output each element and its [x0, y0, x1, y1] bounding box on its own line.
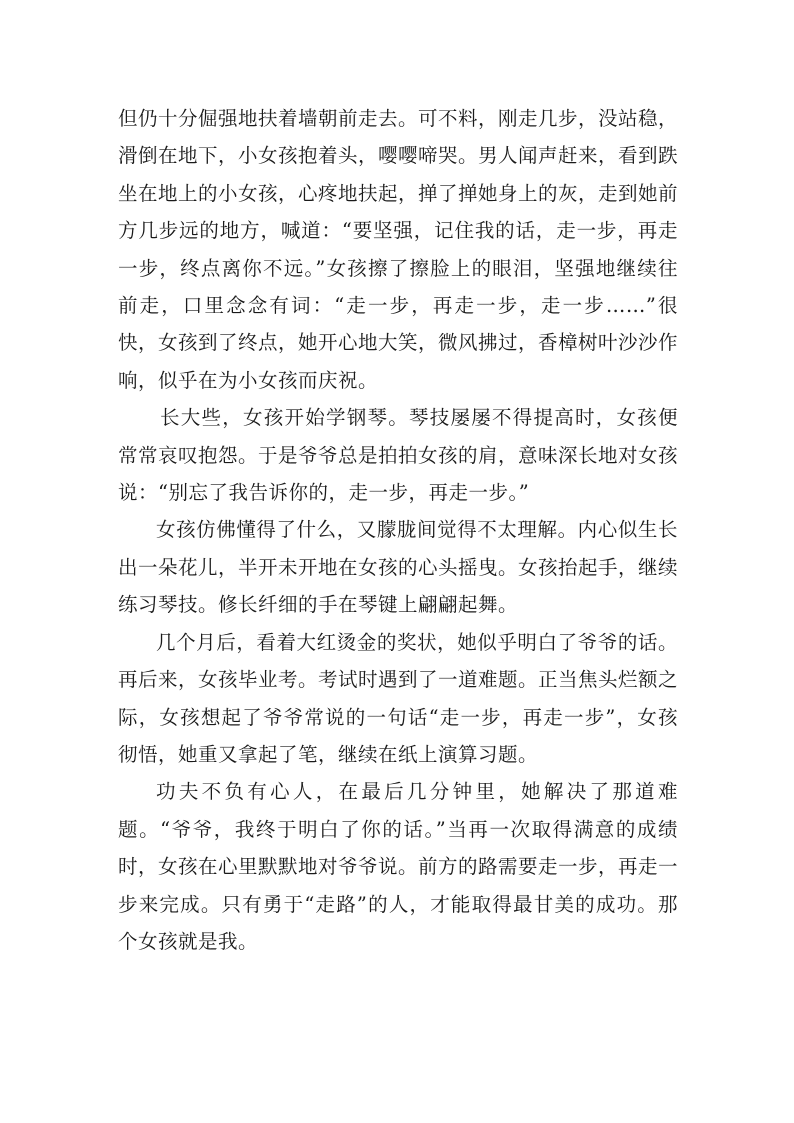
paragraph-exam: 几个月后，看着大红烫金的奖状，她似乎明白了爷爷的话。再后来，女孩毕业考。考试时遇到了一道难题。正当焦头烂额之际，女孩想起了爷爷常说的一句话“走一步，再走一步”，女孩彻悟，她重又拿起了笔，继续在纸上演算习题。: [118, 630, 679, 766]
paragraph-conclusion: 功夫不负有心人，在最后几分钟里，她解决了那道难题。“爷爷，我终于明白了你的话。”当再一次取得满意的成绩时，女孩在心里默默地对爷爷说。前方的路需要走一步，再走一步来完成。只有勇于“走路”的人，才能取得最甘美的成功。那个女孩就是我。: [118, 780, 679, 953]
paragraph-understanding: 女孩仿佛懂得了什么，又朦胧间觉得不太理解。内心似生长出一朵花儿，半开未开地在女孩的心头摇曳。女孩抬起手，继续练习琴技。修长纤细的手在琴键上翩翩起舞。: [118, 518, 679, 617]
essay-body: [118, 100, 678, 960]
paragraph-piano: 长大些，女孩开始学钢琴。琴技屡屡不得提高时，女孩便常常哀叹抱怨。于是爷爷总是拍拍女孩的肩，意味深长地对女孩说：“别忘了我告诉你的，走一步，再走一步。”: [118, 406, 679, 505]
paragraph-continuation: 但仍十分倔强地扶着墙朝前走去。可不料，刚走几步，没站稳，滑倒在地下，小女孩抱着头，嘤嘤啼哭。男人闻声赶来，看到跌坐在地上的小女孩，心疼地扶起，掸了掸她身上的灰，走到她前方几步远的地方，喊道：“要坚强，记住我的话，走一步，再走一步，终点离你不远。”女孩擦了擦脸上的眼泪，坚强地继续往前走，口里念念有词：“走一步，再走一步，走一步……”很快，女孩到了终点，她开心地大笑，微风拂过，香樟树叶沙沙作响，似乎在为小女孩而庆祝。: [118, 107, 679, 392]
